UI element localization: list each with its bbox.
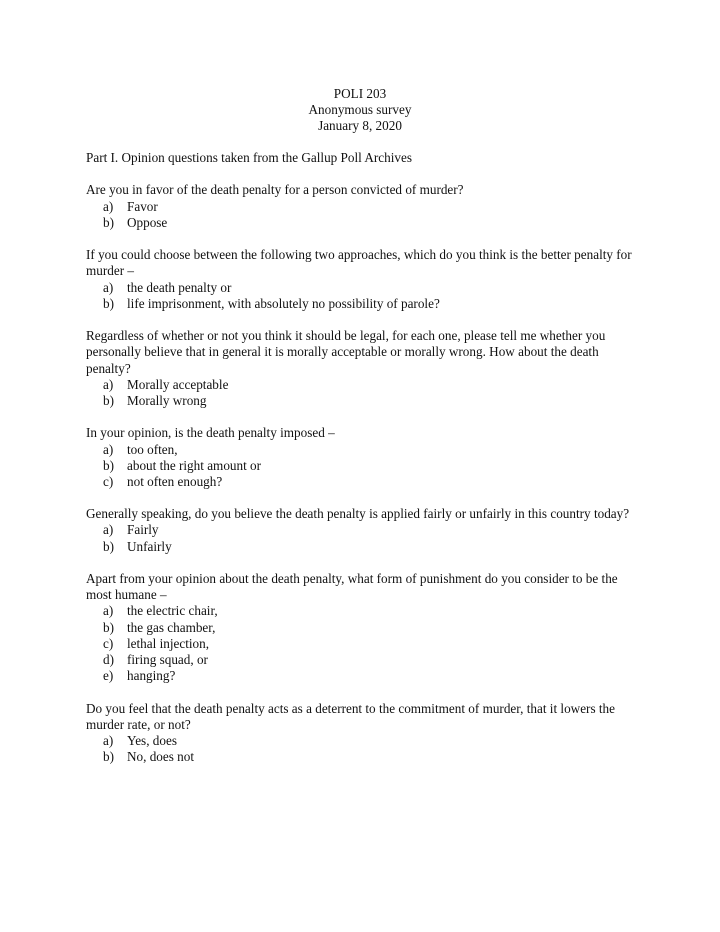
question-text: If you could choose between the following two approaches, which do you think is the better penalty for murder –: [86, 247, 632, 279]
question-text: Are you in favor of the death penalty for a person convicted of murder?: [86, 182, 464, 198]
answer-option: [86, 749, 646, 765]
answer-option: [86, 215, 646, 231]
question-text: In your opinion, is the death penalty imposed –: [86, 425, 335, 441]
option-label: Yes, does: [127, 732, 177, 748]
option-list: [86, 522, 646, 554]
question-text: Regardless of whether or not you think it should be legal, for each one, please tell me whether you personally believe that in general it is morally acceptable or morally wrong. How about the death penalty?: [86, 328, 606, 376]
answer-option: [86, 620, 646, 636]
answer-option: [86, 199, 646, 215]
question-text: Do you feel that the death penalty acts as a deterrent to the commitment of murder, that it lowers the murder rate, or not?: [86, 700, 615, 732]
option-label: about the right amount or: [127, 457, 262, 473]
question-2: [86, 247, 646, 312]
answer-option: [86, 539, 646, 555]
option-letter: c): [103, 635, 114, 651]
option-letter: e): [103, 668, 114, 684]
answer-option: [86, 636, 646, 652]
option-label: too often,: [127, 441, 178, 457]
option-label: Oppose: [127, 214, 168, 230]
answer-option: [86, 377, 646, 393]
question-4: [86, 425, 646, 490]
survey-body: [86, 150, 646, 782]
option-letter: b): [103, 295, 114, 311]
option-label: Fairly: [127, 522, 159, 538]
option-letter: a): [103, 732, 114, 748]
option-label: No, does not: [127, 749, 195, 765]
option-letter: b): [103, 619, 114, 635]
answer-option: [86, 280, 646, 296]
question-3: [86, 328, 646, 409]
question-5: [86, 506, 646, 555]
option-list: [86, 442, 646, 491]
option-label: life imprisonment, with absolutely no possibility of parole?: [127, 295, 440, 311]
option-list: [86, 733, 646, 765]
answer-option: [86, 652, 646, 668]
question-7: [86, 701, 646, 766]
course-code: POLI 203: [333, 86, 387, 101]
option-list: [86, 199, 646, 231]
survey-title: Anonymous survey: [308, 102, 412, 118]
option-letter: b): [103, 749, 114, 765]
part-heading: Part I. Opinion questions taken from the Gallup Poll Archives: [86, 150, 412, 165]
option-letter: a): [103, 603, 114, 619]
option-letter: d): [103, 651, 114, 667]
option-letter: c): [103, 473, 114, 489]
question-6: [86, 571, 646, 684]
option-label: the death penalty or: [127, 279, 232, 295]
option-letter: a): [103, 376, 114, 392]
option-list: [86, 603, 646, 684]
option-letter: b): [103, 538, 114, 554]
option-list: [86, 377, 646, 409]
option-label: Morally acceptable: [127, 376, 229, 392]
option-label: hanging?: [127, 668, 176, 684]
question-1: [86, 182, 646, 231]
option-label: the gas chamber,: [127, 619, 216, 635]
option-letter: a): [103, 522, 114, 538]
option-letter: b): [103, 457, 114, 473]
answer-option: [86, 296, 646, 312]
option-label: Unfairly: [127, 538, 172, 554]
answer-option: [86, 393, 646, 409]
answer-option: [86, 603, 646, 619]
answer-option: [86, 458, 646, 474]
option-label: Morally wrong: [127, 392, 207, 408]
answer-option: [86, 522, 646, 538]
option-letter: a): [103, 198, 114, 214]
option-label: Favor: [127, 198, 158, 214]
option-label: lethal injection,: [127, 635, 210, 651]
answer-option: [86, 442, 646, 458]
question-text: Apart from your opinion about the death penalty, what form of punishment do you consider to be the most humane –: [86, 571, 618, 603]
survey-date: January 8, 2020: [318, 118, 402, 134]
question-text: Generally speaking, do you believe the death penalty is applied fairly or unfairly in this country today?: [86, 506, 630, 522]
answer-option: [86, 733, 646, 749]
option-letter: b): [103, 392, 114, 408]
answer-option: [86, 474, 646, 490]
option-letter: a): [103, 279, 114, 295]
option-label: not often enough?: [127, 473, 223, 489]
option-list: [86, 280, 646, 312]
option-letter: a): [103, 441, 114, 457]
question-list: [86, 182, 646, 765]
option-label: firing squad, or: [127, 651, 208, 667]
option-letter: b): [103, 214, 114, 230]
answer-option: [86, 668, 646, 684]
document-header: [0, 86, 720, 135]
option-label: the electric chair,: [127, 603, 218, 619]
